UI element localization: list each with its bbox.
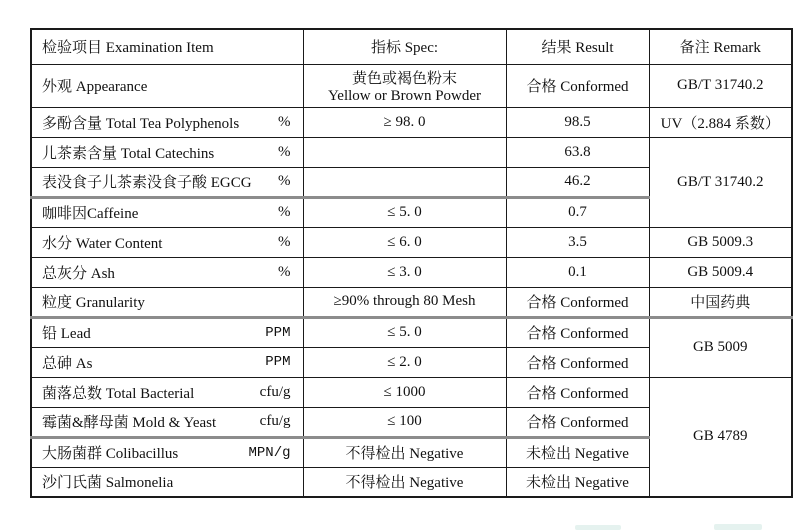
result-cell: 3.5 xyxy=(506,227,649,257)
item-label: 总灰分 Ash xyxy=(42,265,115,282)
table-row xyxy=(31,227,792,257)
item-cell xyxy=(31,137,303,167)
spec-cell: ≥ 98. 0 xyxy=(303,107,506,137)
item-cell xyxy=(31,467,303,497)
item-cell xyxy=(31,197,303,227)
spec-cell: 不得检出 Negative xyxy=(303,467,506,497)
unit-label: % xyxy=(278,204,291,220)
item-label: 铅 Lead xyxy=(42,326,91,342)
result-cell: 63.8 xyxy=(506,137,649,167)
unit-label: PPM xyxy=(265,324,291,341)
spec-cell: ≤ 5. 0 xyxy=(303,197,506,227)
header-spec: 指标 Spec: xyxy=(303,29,506,64)
result-cell: 合格 Conformed xyxy=(506,407,649,437)
watermark-fragment xyxy=(714,524,762,530)
spec-line2: Yellow or Brown Powder xyxy=(327,87,482,104)
result-cell: 未检出 Negative xyxy=(506,467,649,497)
spec-cell xyxy=(303,167,506,197)
remark-cell: GB 4789 xyxy=(649,377,792,497)
remark-cell: UV（2.884 系数） xyxy=(649,107,792,137)
item-cell xyxy=(31,347,303,377)
remark-cell: GB/T 31740.2 xyxy=(649,64,792,107)
table-row xyxy=(31,377,792,407)
item-label: 儿茶素含量 Total Catechins xyxy=(42,145,215,162)
unit-label: cfu/g xyxy=(259,413,291,429)
item-label: 水分 Water Content xyxy=(42,235,163,252)
item-cell xyxy=(31,257,303,287)
spec-cell: ≥90% through 80 Mesh xyxy=(303,287,506,317)
item-label: 粒度 Granularity xyxy=(42,295,145,311)
result-cell: 未检出 Negative xyxy=(506,437,649,467)
unit-label: cfu/g xyxy=(259,383,291,400)
spec-cell: ≤ 6. 0 xyxy=(303,227,506,257)
remark-cell: GB/T 31740.2 xyxy=(649,137,792,227)
header-remark: 备注 Remark xyxy=(649,29,792,64)
spec-cell: ≤ 1000 xyxy=(303,377,506,407)
item-label: 表没食子儿茶素没食子酸 EGCG xyxy=(42,175,252,191)
spec-cell xyxy=(303,137,506,167)
result-cell: 98.5 xyxy=(506,107,649,137)
result-cell: 合格 Conformed xyxy=(506,287,649,317)
remark-cell: GB 5009.3 xyxy=(649,227,792,257)
item-cell xyxy=(31,437,303,467)
item-cell xyxy=(31,407,303,437)
unit-label: % xyxy=(278,113,291,130)
unit-label: MPN/g xyxy=(248,444,291,461)
spec-cell xyxy=(303,64,506,107)
item-label: 多酚含量 Total Tea Polyphenols xyxy=(42,115,240,132)
spec-cell: 不得检出 Negative xyxy=(303,437,506,467)
unit-label: PPM xyxy=(265,354,291,370)
item-cell xyxy=(31,377,303,407)
examination-table xyxy=(30,28,793,498)
unit-label: % xyxy=(278,173,291,189)
item-label: 霉菌&酵母菌 Mold & Yeast xyxy=(42,415,217,431)
table-row xyxy=(31,287,792,317)
result-cell: 合格 Conformed xyxy=(506,317,649,347)
table-row xyxy=(31,137,792,167)
unit-label: % xyxy=(278,233,291,250)
table-row xyxy=(31,107,792,137)
item-label: 沙门氏菌 Salmonelia xyxy=(42,475,174,492)
header-row xyxy=(31,29,792,64)
result-cell: 合格 Conformed xyxy=(506,64,649,107)
result-cell: 合格 Conformed xyxy=(506,347,649,377)
header-item: 检验项目 Examination Item xyxy=(31,29,303,64)
item-label: 外观 Appearance xyxy=(42,79,148,95)
item-label: 菌落总数 Total Bacterial xyxy=(42,385,195,402)
remark-cell: 中国药典 xyxy=(649,287,792,317)
result-cell: 46.2 xyxy=(506,167,649,197)
item-label: 咖啡因Caffeine xyxy=(42,206,139,222)
watermark-fragment xyxy=(575,525,621,530)
item-label: 大肠菌群 Colibacillus xyxy=(42,446,179,462)
spec-cell: ≤ 2. 0 xyxy=(303,347,506,377)
table-row xyxy=(31,317,792,347)
item-cell xyxy=(31,287,303,317)
item-cell xyxy=(31,107,303,137)
remark-cell: GB 5009.4 xyxy=(649,257,792,287)
item-cell xyxy=(31,317,303,347)
item-cell xyxy=(31,167,303,197)
spec-cell: ≤ 5. 0 xyxy=(303,317,506,347)
spec-cell: ≤ 100 xyxy=(303,407,506,437)
result-cell: 合格 Conformed xyxy=(506,377,649,407)
spec-line1: 黄色或褐色粉末 xyxy=(351,70,457,87)
spec-cell: ≤ 3. 0 xyxy=(303,257,506,287)
item-cell xyxy=(31,227,303,257)
result-cell: 0.1 xyxy=(506,257,649,287)
item-cell xyxy=(31,64,303,107)
item-label: 总砷 As xyxy=(42,355,93,372)
remark-cell: GB 5009 xyxy=(649,317,792,377)
unit-label: % xyxy=(278,263,291,280)
table-row xyxy=(31,257,792,287)
header-result: 结果 Result xyxy=(506,29,649,64)
result-cell: 0.7 xyxy=(506,197,649,227)
unit-label: % xyxy=(278,143,291,160)
table-row xyxy=(31,64,792,107)
